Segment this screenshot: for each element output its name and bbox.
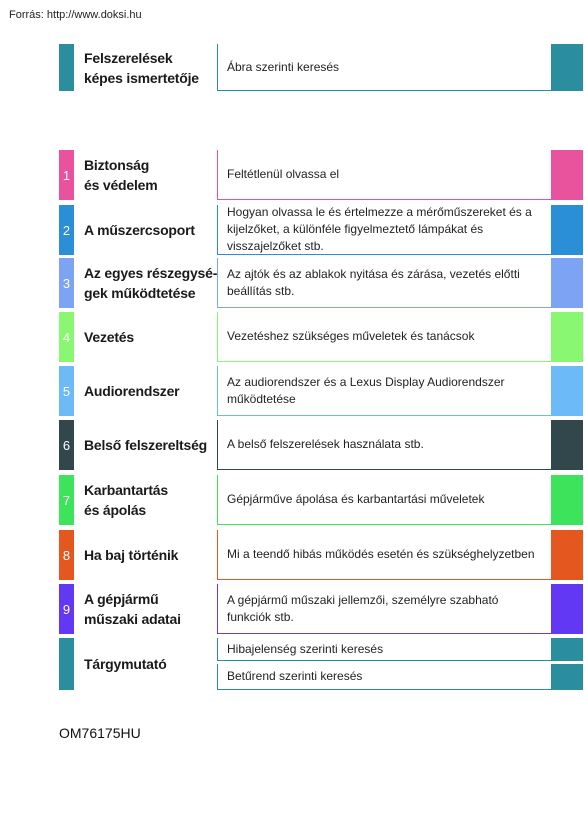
edge-index-tab[interactable]: [551, 475, 583, 525]
section-description: Az ajtók és az ablakok nyitása és zárása, vezetés előtti beállítás stb.: [217, 258, 551, 308]
document-code: OM76175HU: [59, 725, 141, 741]
toc-section[interactable]: [0, 420, 584, 470]
section-number-tab: [59, 638, 74, 690]
section-description: Hibajelenség szerinti keresés: [217, 638, 551, 661]
section-description: Vezetéshez szükséges műveletek és tanácsok: [217, 312, 551, 362]
section-title: A műszercsoport: [84, 222, 195, 238]
section-title: Karbantartás és ápolás: [84, 482, 168, 518]
edge-index-tab[interactable]: [551, 420, 583, 470]
section-title: Biztonság és védelem: [84, 157, 158, 193]
edge-index-tab[interactable]: [551, 44, 583, 91]
edge-index-tab[interactable]: [551, 150, 583, 200]
section-title: Audiorendszer: [84, 383, 180, 399]
toc-section[interactable]: [0, 205, 584, 255]
section-description: Ábra szerinti keresés: [217, 44, 551, 91]
toc-section[interactable]: [0, 638, 584, 690]
edge-index-tab[interactable]: [551, 664, 583, 690]
edge-index-tab[interactable]: [551, 638, 583, 661]
source-line: Forrás: http://www.doksi.hu: [9, 9, 142, 21]
toc-section[interactable]: [0, 475, 584, 525]
section-title: Vezetés: [84, 329, 134, 345]
edge-index-tab[interactable]: [551, 530, 583, 580]
edge-index-tab[interactable]: [551, 366, 583, 416]
section-description: Hogyan olvassa le és értelmezze a mérőműszereket és a kijelzőket, a különféle figyelmeztető lámpákat és visszajelzőket stb.: [217, 205, 551, 255]
edge-index-tab[interactable]: [551, 258, 583, 308]
edge-index-tab[interactable]: [551, 312, 583, 362]
section-number-tab: 5: [59, 366, 74, 416]
section-number-tab: 8: [59, 530, 74, 580]
section-number-tab: 1: [59, 150, 74, 200]
section-description: Gépjárműve ápolása és karbantartási műveletek: [217, 475, 551, 525]
section-number-tab: 3: [59, 258, 74, 308]
section-title: Felszerelések képes ismertetője: [84, 49, 199, 86]
section-description: Betűrend szerinti keresés: [217, 664, 551, 690]
section-number-tab: 6: [59, 420, 74, 470]
section-title: Belső felszereltség: [84, 437, 208, 453]
section-description: Feltétlenül olvassa el: [217, 150, 551, 200]
toc-section[interactable]: [0, 312, 584, 362]
section-description: Mi a teendő hibás működés esetén és szükséghelyzetben: [217, 530, 551, 580]
section-number-tab: 2: [59, 205, 74, 255]
toc-section[interactable]: [0, 530, 584, 580]
edge-index-tab[interactable]: [551, 205, 583, 255]
section-title: Ha baj történik: [84, 547, 179, 563]
toc-section[interactable]: [0, 44, 584, 91]
section-number-tab: 9: [59, 584, 74, 634]
section-description: A gépjármű műszaki jellemzői, személyre szabható funkciók stb.: [217, 584, 551, 634]
toc-section[interactable]: [0, 258, 584, 308]
edge-index-tab[interactable]: [551, 584, 583, 634]
section-number-tab: 4: [59, 312, 74, 362]
section-title: Az egyes részegysé- gek működtetése: [84, 265, 218, 301]
section-description: Az audiorendszer és a Lexus Display Audiorendszer működtetése: [217, 366, 551, 416]
section-title: A gépjármű műszaki adatai: [84, 591, 181, 627]
section-number-tab: 7: [59, 475, 74, 525]
section-title: Tárgymutató: [84, 656, 167, 672]
toc-section[interactable]: [0, 366, 584, 416]
toc-section[interactable]: [0, 584, 584, 634]
section-number-tab: [59, 44, 74, 91]
toc-section[interactable]: [0, 150, 584, 200]
section-description: A belső felszerelések használata stb.: [217, 420, 551, 470]
